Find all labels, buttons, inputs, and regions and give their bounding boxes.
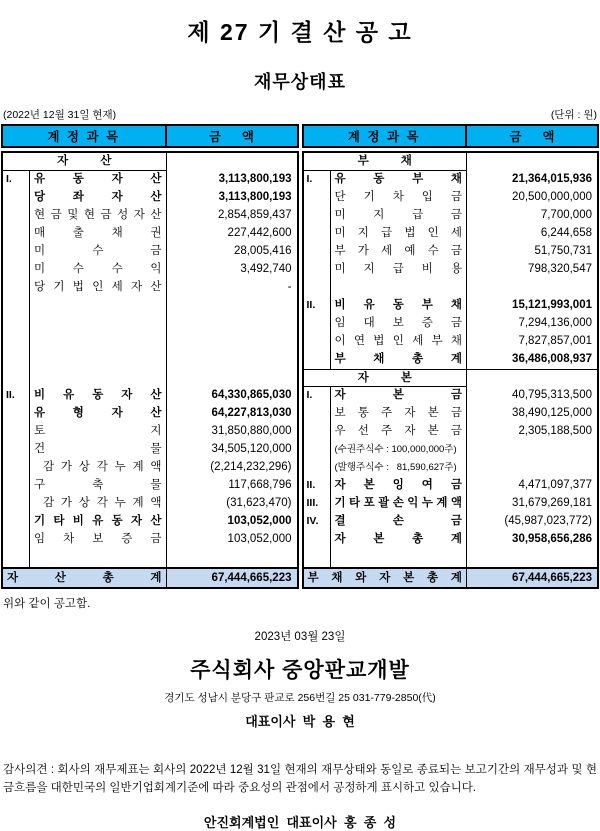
amount-cell: 103,052,000 bbox=[227, 515, 292, 527]
table-row bbox=[3, 153, 297, 171]
row-index-cell bbox=[304, 279, 331, 297]
table-row bbox=[304, 531, 598, 549]
amount-cell: 2,305,188,500 bbox=[518, 425, 592, 437]
row-index-cell: II. bbox=[304, 477, 331, 495]
amount-cell bbox=[167, 351, 297, 369]
table-row bbox=[304, 459, 598, 477]
amount-cell: 7,827,857,001 bbox=[518, 335, 592, 347]
amount-cell bbox=[167, 549, 297, 567]
amount-cell: 38,490,125,000 bbox=[512, 407, 592, 419]
row-index-cell bbox=[3, 477, 30, 495]
account-name-cell: 당 좌 자 산 bbox=[30, 189, 167, 207]
row-index-cell bbox=[304, 189, 331, 207]
table-row bbox=[3, 333, 297, 351]
row-index-cell bbox=[3, 549, 30, 567]
table-row bbox=[304, 549, 598, 567]
row-index-cell bbox=[3, 513, 30, 531]
account-name-cell: 임 차 보 증 금 bbox=[30, 531, 167, 549]
assets-header-row bbox=[1, 124, 299, 148]
account-name-cell: (발행주식수 : 81,590,627주) bbox=[331, 459, 468, 477]
company-name: 주식회사 중앙판교개발 bbox=[190, 659, 410, 682]
table-row bbox=[304, 351, 598, 369]
table-row bbox=[3, 459, 297, 477]
amount-cell: 64,227,813,030 bbox=[211, 407, 292, 419]
table-row bbox=[3, 477, 297, 495]
liabilities-equity-column bbox=[302, 124, 600, 589]
account-name-cell bbox=[30, 315, 167, 333]
amount-cell bbox=[467, 370, 597, 387]
balance-sheet-table bbox=[1, 124, 599, 589]
row-index-cell: II. bbox=[304, 297, 331, 315]
table-row bbox=[304, 153, 598, 171]
amount-cell: 64,330,865,030 bbox=[211, 389, 292, 401]
amount-cell bbox=[167, 153, 297, 171]
amount-cell: 7,700,000 bbox=[540, 209, 592, 221]
account-name-cell: 미 지 급 비 용 bbox=[331, 261, 468, 279]
amount-cell: 20,500,000,000 bbox=[512, 191, 592, 203]
table-row bbox=[304, 441, 598, 459]
table-row bbox=[304, 225, 598, 243]
table-row bbox=[3, 225, 297, 243]
amount-cell: (31,623,470) bbox=[226, 497, 292, 509]
account-name-cell: (수권주식수 : 100,000,000주) bbox=[331, 441, 468, 459]
account-name-cell: 자 본 금 bbox=[331, 387, 468, 405]
amount-cell bbox=[467, 279, 597, 297]
account-name-cell: 자 본 총 계 bbox=[331, 531, 468, 549]
liabilities-equity-total-label: 부 채 와 자 본 총 계 bbox=[304, 569, 468, 587]
amount-cell: 51,750,731 bbox=[534, 245, 592, 257]
amount-cell: 15,121,993,001 bbox=[512, 299, 592, 311]
assets-body bbox=[1, 151, 299, 567]
row-index-cell bbox=[304, 207, 331, 225]
table-row bbox=[3, 315, 297, 333]
row-index-cell: I. bbox=[304, 387, 331, 405]
table-row bbox=[304, 261, 598, 279]
column-header-amount: 금 액 bbox=[209, 130, 254, 144]
account-name-cell bbox=[30, 333, 167, 351]
table-row bbox=[3, 369, 297, 387]
account-name-cell: 구 축 물 bbox=[30, 477, 167, 495]
table-row bbox=[3, 279, 297, 297]
row-index-cell bbox=[3, 279, 30, 297]
unit-label: (단위 : 원) bbox=[550, 109, 597, 121]
section-label-cell: 자 본 bbox=[304, 370, 468, 387]
amount-cell: 30,958,656,286 bbox=[512, 533, 592, 545]
page-title: 제 27 기 결 산 공 고 bbox=[187, 19, 413, 45]
account-name-cell: 임 대 보 증 금 bbox=[331, 315, 468, 333]
amount-cell: 40,795,313,500 bbox=[512, 389, 592, 401]
liabilities-header-row bbox=[302, 124, 600, 148]
account-name-cell: 현 금 및 현 금 성 자 산 bbox=[30, 207, 167, 225]
liabilities-equity-total-row bbox=[302, 567, 600, 589]
account-name-cell: 기 타 포 괄 손 익 누 계 액 bbox=[331, 495, 468, 513]
table-row bbox=[3, 423, 297, 441]
table-row bbox=[304, 279, 598, 297]
row-index-cell bbox=[304, 549, 331, 567]
amount-cell: 103,052,000 bbox=[227, 533, 292, 545]
row-index-cell bbox=[3, 297, 30, 315]
liabilities-equity-total-amount: 67,444,665,223 bbox=[512, 572, 592, 584]
amount-cell: (2,214,232,296) bbox=[210, 461, 292, 473]
column-header-account: 계 정 과 목 bbox=[304, 126, 468, 146]
amount-cell: 4,471,097,377 bbox=[518, 479, 592, 491]
amount-cell: 31,679,269,181 bbox=[512, 497, 592, 509]
account-name-cell: 미 수 수 익 bbox=[30, 261, 167, 279]
row-index-cell bbox=[304, 243, 331, 261]
table-row bbox=[304, 513, 598, 531]
table-row bbox=[304, 369, 598, 387]
column-header-amount: 금 액 bbox=[509, 130, 555, 144]
row-index-cell bbox=[3, 495, 30, 513]
amount-cell: 2,854,859,437 bbox=[217, 209, 292, 221]
account-name-cell: 건 물 bbox=[30, 441, 167, 459]
amount-cell: 36,486,008,937 bbox=[512, 353, 592, 365]
row-index-cell: II. bbox=[3, 387, 30, 405]
account-name-cell: 부 가 세 예 수 금 bbox=[331, 243, 468, 261]
amount-cell bbox=[167, 369, 297, 387]
table-row bbox=[3, 351, 297, 369]
statement-title: 재무상태표 bbox=[254, 72, 346, 92]
table-row bbox=[304, 333, 598, 351]
amount-cell bbox=[467, 549, 597, 567]
table-row bbox=[3, 387, 297, 405]
account-name-cell bbox=[331, 279, 468, 297]
ceo-line: 대표이사 박 용 현 bbox=[245, 714, 355, 729]
table-row bbox=[3, 261, 297, 279]
table-row bbox=[3, 531, 297, 549]
account-name-cell: 미 지 급 법 인 세 bbox=[331, 225, 468, 243]
account-name-cell: 기 타 비 유 동 자 산 bbox=[30, 513, 167, 531]
table-row bbox=[304, 423, 598, 441]
company-address: 경기도 성남시 분당구 판교로 256번길 25 031-779-2850(代) bbox=[164, 692, 436, 704]
row-index-cell bbox=[3, 441, 30, 459]
account-name-cell: 이 연 법 인 세 부 채 bbox=[331, 333, 468, 351]
account-name-cell: 미 지 급 금 bbox=[331, 207, 468, 225]
table-row bbox=[3, 441, 297, 459]
amount-cell bbox=[167, 297, 297, 315]
amount-cell bbox=[467, 459, 597, 477]
row-index-cell bbox=[3, 315, 30, 333]
amount-cell: 34,505,120,000 bbox=[211, 443, 292, 455]
table-row bbox=[304, 297, 598, 315]
liabilities-equity-body bbox=[302, 151, 600, 567]
amount-cell: 28,005,416 bbox=[233, 245, 292, 257]
account-name-cell bbox=[30, 369, 167, 387]
row-index-cell bbox=[304, 441, 331, 459]
table-row bbox=[3, 513, 297, 531]
row-index-cell: I. bbox=[3, 171, 30, 189]
assets-column bbox=[1, 124, 299, 589]
amount-cell: 7,294,136,000 bbox=[518, 317, 592, 329]
account-name-cell: 유 동 자 산 bbox=[30, 171, 167, 189]
row-index-cell bbox=[304, 351, 331, 369]
account-name-cell: 부 채 총 계 bbox=[331, 351, 468, 369]
account-name-cell: 우 선 주 자 본 금 bbox=[331, 423, 468, 441]
account-name-cell bbox=[30, 549, 167, 567]
row-index-cell bbox=[3, 207, 30, 225]
account-name-cell: 자 본 잉 여 금 bbox=[331, 477, 468, 495]
row-index-cell bbox=[304, 423, 331, 441]
table-row bbox=[304, 495, 598, 513]
row-index-cell bbox=[3, 405, 30, 423]
row-index-cell bbox=[3, 369, 30, 387]
table-row bbox=[3, 171, 297, 189]
table-row bbox=[3, 549, 297, 567]
account-name-cell: 비 유 동 부 채 bbox=[331, 297, 468, 315]
amount-cell bbox=[467, 153, 597, 171]
account-name-cell: 보 통 주 자 본 금 bbox=[331, 405, 468, 423]
assets-total-row bbox=[1, 567, 299, 589]
amount-cell: - bbox=[287, 281, 292, 293]
account-name-cell: 매 출 채 권 bbox=[30, 225, 167, 243]
row-index-cell bbox=[304, 333, 331, 351]
amount-cell: (45,987,023,772) bbox=[504, 515, 592, 527]
auditor-line: 안진회계법인 대표이사 홍 종 성 bbox=[203, 814, 397, 830]
as-of-date: (2022년 12월 31일 현재) bbox=[3, 109, 117, 121]
table-row bbox=[3, 243, 297, 261]
row-index-cell bbox=[304, 225, 331, 243]
account-name-cell bbox=[30, 297, 167, 315]
announce-note: 위와 같이 공고함. bbox=[3, 598, 91, 610]
amount-cell: 798,320,547 bbox=[528, 263, 592, 275]
row-index-cell bbox=[3, 333, 30, 351]
account-name-cell: 유 동 부 채 bbox=[331, 171, 468, 189]
row-index-cell: IV. bbox=[304, 513, 331, 531]
table-row bbox=[3, 405, 297, 423]
row-index-cell bbox=[3, 243, 30, 261]
announce-date: 2023년 03월 23일 bbox=[254, 631, 346, 643]
column-header-account: 계 정 과 목 bbox=[3, 126, 167, 146]
assets-total-label: 자 산 총 계 bbox=[3, 569, 167, 587]
row-index-cell bbox=[3, 225, 30, 243]
row-index-cell bbox=[304, 459, 331, 477]
row-index-cell bbox=[3, 423, 30, 441]
account-name-cell bbox=[331, 549, 468, 567]
section-label-cell: 부 채 bbox=[304, 153, 468, 171]
amount-cell: 6,244,658 bbox=[540, 227, 592, 239]
table-row bbox=[304, 243, 598, 261]
row-index-cell: III. bbox=[304, 495, 331, 513]
account-name-cell: 감 가 상 각 누 계 액 bbox=[30, 495, 167, 513]
account-name-cell: 당 기 법 인 세 자 산 bbox=[30, 279, 167, 297]
row-index-cell bbox=[3, 261, 30, 279]
table-row bbox=[304, 171, 598, 189]
account-name-cell: 단 기 차 입 금 bbox=[331, 189, 468, 207]
amount-cell: 3,492,740 bbox=[240, 263, 292, 275]
table-row bbox=[3, 297, 297, 315]
row-index-cell bbox=[304, 405, 331, 423]
table-row bbox=[304, 387, 598, 405]
row-index-cell bbox=[304, 261, 331, 279]
account-name-cell: 미 수 금 bbox=[30, 243, 167, 261]
amount-cell: 31,850,880,000 bbox=[211, 425, 292, 437]
row-index-cell bbox=[304, 531, 331, 549]
audit-opinion: 감사의견 : 회사의 재무제표는 회사의 2022년 12월 31일 현재의 재무상태와 동일로 종료되는 보고기간의 재무성과 및 현금흐름을 대한민국의 일반기업회계기준에 따라 중요성의 관점에서 공정하게 표시하고 있습니다. bbox=[3, 764, 597, 794]
table-row bbox=[3, 495, 297, 513]
amount-cell: 3,113,800,193 bbox=[218, 191, 292, 203]
row-index-cell bbox=[3, 459, 30, 477]
amount-cell bbox=[467, 441, 597, 459]
amount-cell bbox=[167, 315, 297, 333]
row-index-cell bbox=[304, 315, 331, 333]
table-row bbox=[3, 207, 297, 225]
table-row bbox=[304, 189, 598, 207]
account-name-cell: 결 손 금 bbox=[331, 513, 468, 531]
account-name-cell bbox=[30, 351, 167, 369]
meta-row bbox=[1, 107, 599, 122]
row-index-cell bbox=[3, 189, 30, 207]
amount-cell: 21,364,015,936 bbox=[512, 173, 592, 185]
table-row bbox=[304, 405, 598, 423]
amount-cell: 227,442,600 bbox=[227, 227, 292, 239]
table-row bbox=[3, 189, 297, 207]
table-row bbox=[304, 477, 598, 495]
row-index-cell bbox=[3, 351, 30, 369]
amount-cell bbox=[167, 333, 297, 351]
amount-cell: 3,113,800,193 bbox=[218, 173, 292, 185]
row-index-cell: I. bbox=[304, 171, 331, 189]
account-name-cell: 토 지 bbox=[30, 423, 167, 441]
section-label-cell: 자 산 bbox=[3, 153, 167, 171]
account-name-cell: 비 유 동 자 산 bbox=[30, 387, 167, 405]
assets-total-amount: 67,444,665,223 bbox=[211, 572, 292, 584]
account-name-cell: 감 가 상 각 누 계 액 bbox=[30, 459, 167, 477]
table-row bbox=[304, 207, 598, 225]
amount-cell: 117,668,796 bbox=[228, 479, 292, 491]
account-name-cell: 유 형 자 산 bbox=[30, 405, 167, 423]
table-row bbox=[304, 315, 598, 333]
row-index-cell bbox=[3, 531, 30, 549]
